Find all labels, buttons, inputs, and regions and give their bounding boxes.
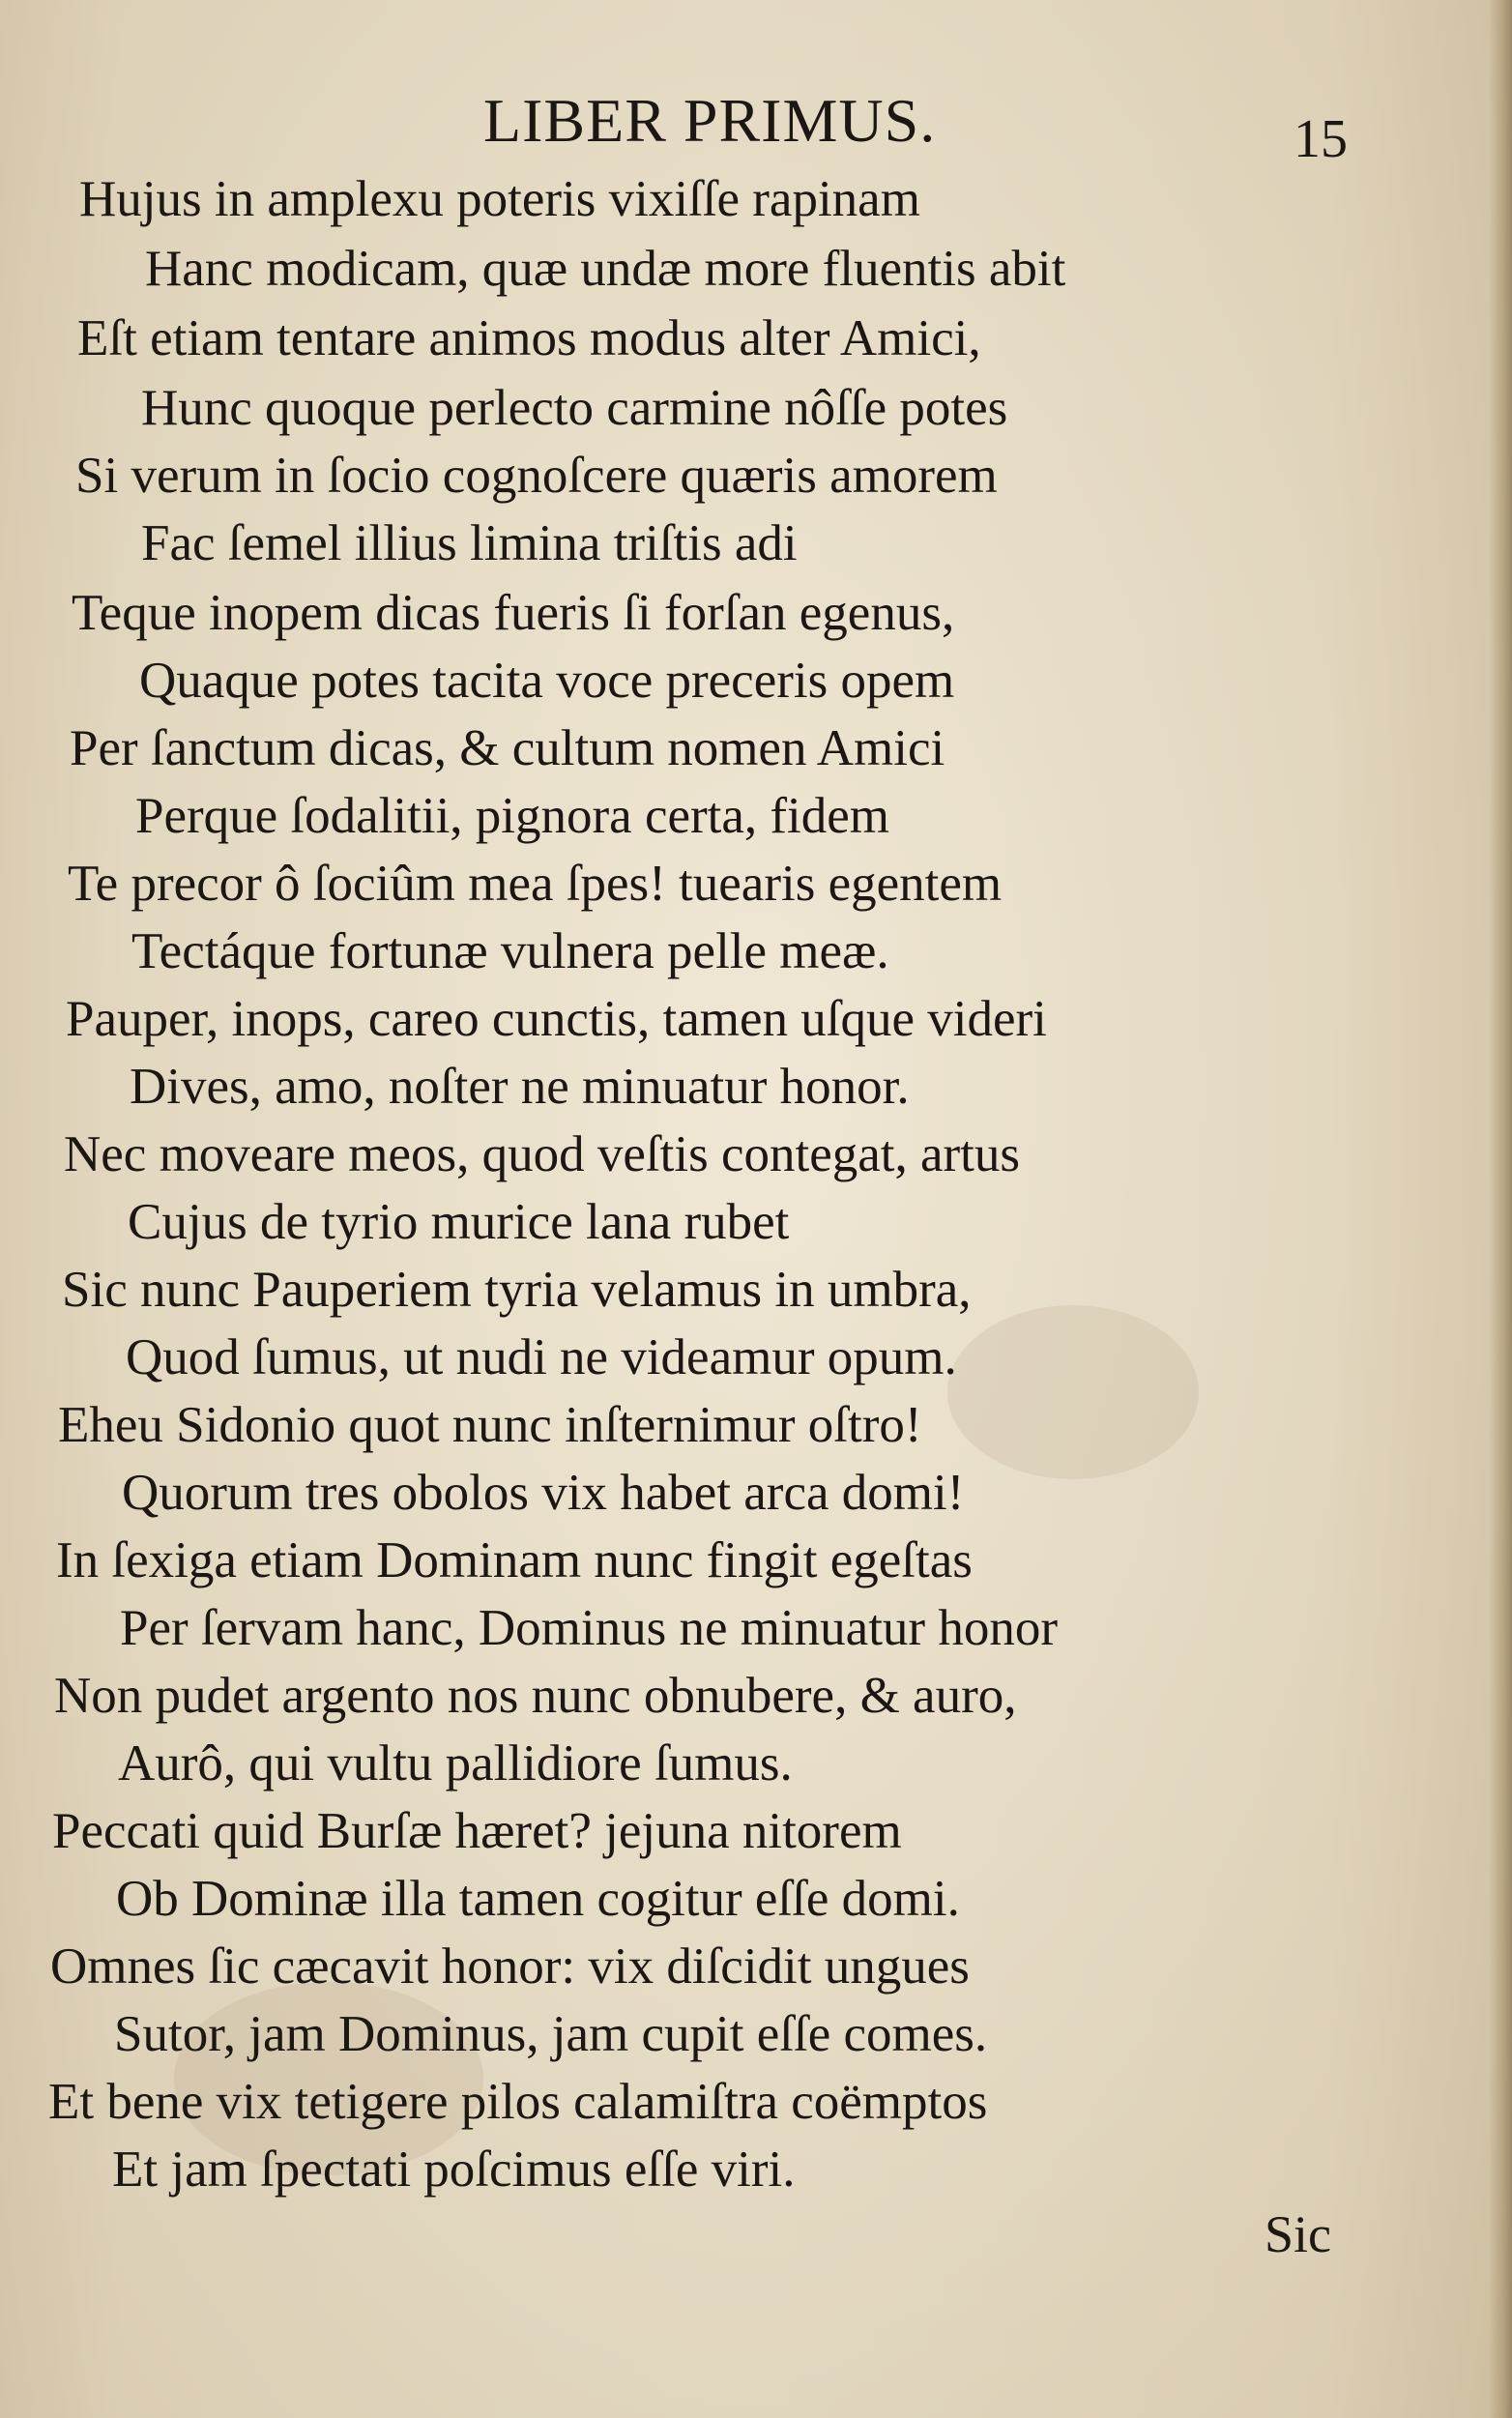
verse-line: Eheu Sidonio quot nunc inſternimur oſtro! [58,1397,922,1453]
verse-line: Omnes ſic cæcavit honor: vix diſcidit ungues [50,1938,970,1995]
verse-line: Hanc modicam, quæ undæ more fluentis abit [145,241,1066,297]
verse-line: Teque inopem dicas fueris ſi forſan egenus, [72,585,955,641]
verse-line: Per ſervam hanc, Dominus ne minuatur honor [120,1600,1058,1656]
verse-line: Hujus in amplexu poteris vixiſſe rapinam [79,171,920,227]
verse-line: Fac ſemel illius limina triſtis adi [141,515,798,571]
verse-line: Hunc quoque perlecto carmine nôſſe potes [141,380,1008,436]
verse-line: Sutor, jam Dominus, jam cupit eſſe comes. [114,2006,988,2062]
verse-line: Sic nunc Pauperiem tyria velamus in umbra, [62,1262,972,1318]
verse-line: Quod ſumus, ut nudi ne videamur opum. [126,1329,957,1385]
verse-line: Dives, amo, noſter ne minuatur honor. [130,1059,910,1115]
page-number: 15 [1294,109,1348,169]
verse-line: Cujus de tyrio murice lana rubet [128,1194,790,1250]
verse-line: Ob Dominæ illa tamen cogitur eſſe domi. [116,1871,960,1927]
verse-line: Si verum in ſocio cognoſcere quæris amorem [75,448,998,504]
running-head: LIBER PRIMUS. [483,86,937,155]
verse-line: In ſexiga etiam Dominam nunc fingit egeſtas [56,1532,973,1588]
verse-line: Te precor ô ſociûm mea ſpes! tuearis egentem [68,856,1003,912]
verse-line: Eſt etiam tentare animos modus alter Amici, [77,310,981,366]
verse-line: Quorum tres obolos vix habet arca domi! [122,1465,965,1521]
catchword: Sic [1265,2205,1332,2263]
verse-line: Non pudet argento nos nunc obnubere, & auro, [54,1668,1017,1724]
verse-line: Aurô, qui vultu pallidiore ſumus. [118,1735,793,1792]
verse-line: Tectáque fortunæ vulnera pelle meæ. [131,923,889,979]
verse-line: Peccati quid Burſæ hæret? jejuna nitorem [52,1803,902,1859]
verse-line: Per ſanctum dicas, & cultum nomen Amici [70,720,945,776]
verse-line: Pauper, inops, careo cunctis, tamen uſque videri [66,991,1047,1047]
verse-line: Et bene vix tetigere pilos calamiſtra coëmptos [48,2074,988,2130]
verse-line: Et jam ſpectati poſcimus eſſe viri. [112,2141,796,2198]
verse-line: Perque ſodalitii, pignora certa, fidem [135,788,890,844]
verse-line: Quaque potes tacita voce preceris opem [139,653,955,709]
verse-line: Nec moveare meos, quod veſtis contegat, artus [64,1126,1021,1182]
